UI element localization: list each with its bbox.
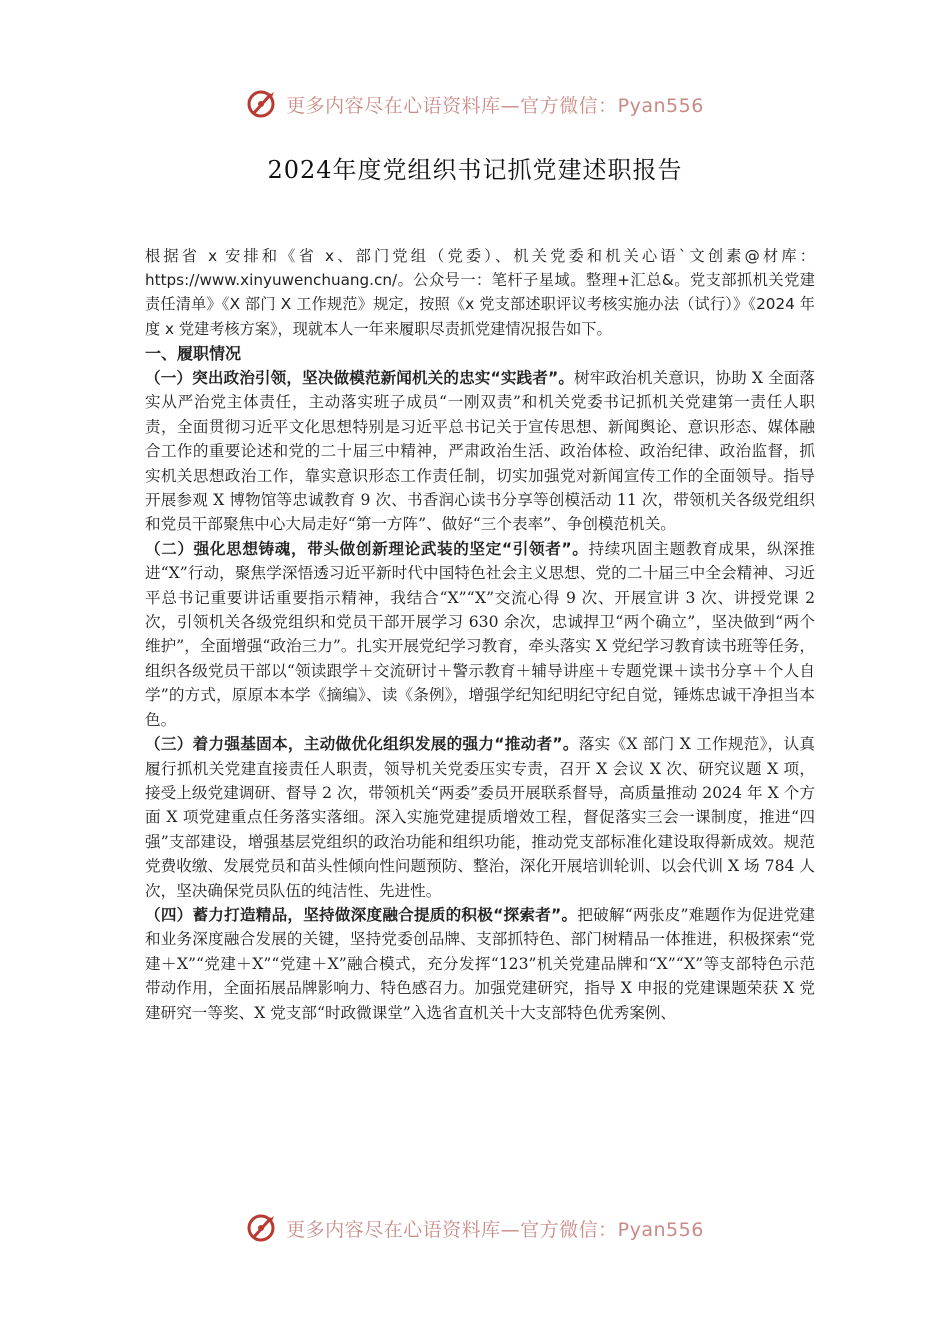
paragraph-text: 落实《X 部门 X 工作规范》，认真履行抓机关党建直接责任人职责，领导机关党委压实专责，召开 X 会议 X 次、研究议题 X 项，接受上级党建调研、督导 2 次，带领机关“两委”委员开展联系督导，高质量推动 2024 年 X 个方面 X 项党建重点任务落实落细。深入实施党建提质增效工程，督促落实三会一课制度，推进“四强”支部建设，增强基层党组织的政治功能和组织功能，推动党支部标准化建设取得新成效。规范党费收缴、发展党员和苗头性倾向性问题预防、整治，深化开展培训轮训、以会代训 X 场 784 人次，坚决确保党员队伍的纯洁性、先进性。: [145, 735, 815, 900]
intro-paragraph: 根据省 x 安排和《省 x、部门党组（党委）、机关党委和机关心语`文创素@材库：https://www.xinyuwenchuang.cn/。公众号一：笔杆子星域。整理+汇总&。党支部抓机关党建责任清单》《X 部门 X 工作规范》规定，按照《x 党支部述职评议考核实施办法（试行）》《2024 年度 x 党建考核方案》，现就本人一年来履职尽责抓党建情况报告如下。: [145, 247, 815, 338]
document-body: [145, 244, 815, 1025]
body-paragraph-3: [145, 732, 815, 903]
banner-text: 更多内容尽在心语资料库—官方微信：Pyan556: [286, 1218, 704, 1241]
header-banner: [0, 84, 950, 124]
paragraph-lead: （一）突出政治引领，坚决做模范新闻机关的忠实“实践者”。: [145, 369, 575, 388]
body-paragraph-4: [145, 903, 815, 1025]
pen-logo-icon: [246, 88, 278, 120]
paragraph-lead: （四）蓄力打造精品，坚持做深度融合提质的积极“探索者”。: [145, 905, 578, 924]
footer-banner: [0, 1208, 950, 1248]
body-paragraph-2: [145, 537, 815, 732]
paragraph-lead: （二）强化思想铸魂，带头做创新理论武装的坚定“引领者”。: [145, 539, 589, 558]
pen-logo-icon: [246, 1212, 278, 1244]
paragraph-lead: （三）着力强基固本，主动做优化组织发展的强力“推动者”。: [145, 735, 579, 754]
section-heading: 一、履职情况: [145, 343, 242, 363]
paragraph-text: 把破解“两张皮”难题作为促进党建和业务深度融合发展的关键，坚持党委创品牌、支部抓特色、部门树精品一体推进，积极探索“党建＋X”“党建＋X”“党建＋X”融合模式，充分发挥“123”机关党建品牌和“X”“X”等支部特色示范带动作用，全面拓展品牌影响力、特色感召力。加强党建研究，指导 X 申报的党建课题荣获 X 党建研究一等奖、X 党支部“时政微课堂”入选省直机关十大支部特色优秀案例、: [145, 905, 816, 1022]
paragraph-text: 持续巩固主题教育成果，纵深推进“X”行动，聚焦学深悟透习近平新时代中国特色社会主义思想、党的二十届三中全会精神、习近平总书记重要讲话重要指示精神，我结合“X”“X”交流心得 9 次、开展宣讲 3 次、讲授党课 2 次，引领机关各级党组织和党员干部开展学习 630 余次，忠诚捍卫“两个确立”，坚决做到“两个维护”，全面增强“政治三力”。扎实开展党纪学习教育，牵头落实 X 党纪学习教育读书班等任务，组织各级党员干部以“领读跟学＋交流研讨＋警示教育＋辅导讲座＋专题党课＋读书分享＋个人自学”的方式，原原本本学《摘编》、读《条例》，增强学纪知纪明纪守纪自觉，锤炼忠诚干净担当本色。: [145, 539, 816, 729]
banner-text: 更多内容尽在心语资料库—官方微信：Pyan556: [286, 94, 704, 117]
page-title: 2024年度党组织书记抓党建述职报告: [267, 156, 683, 184]
body-paragraph-1: [145, 366, 815, 537]
paragraph-text: 树牢政治机关意识，协助 X 全面落实从严治党主体责任，主动落实班子成员“一刚双责”和机关党委书记抓机关党建第一责任人职责，全面贯彻习近平文化思想特别是习近平总书记关于宣传思想、新闻舆论、意识形态、媒体融合工作的重要论述和党的二十届三中精神，严肃政治生活、政治体检、政治纪律、政治监督，抓实机关思想政治工作，靠实意识形态工作责任制，切实加强党对新闻宣传工作的全面领导。指导开展参观 X 博物馆等忠诚教育 9 次、书香润心读书分享等创模活动 11 次，带领机关各级党组织和党员干部聚焦中心大局走好“第一方阵”、做好“三个表率”、争创模范机关。: [145, 369, 816, 534]
